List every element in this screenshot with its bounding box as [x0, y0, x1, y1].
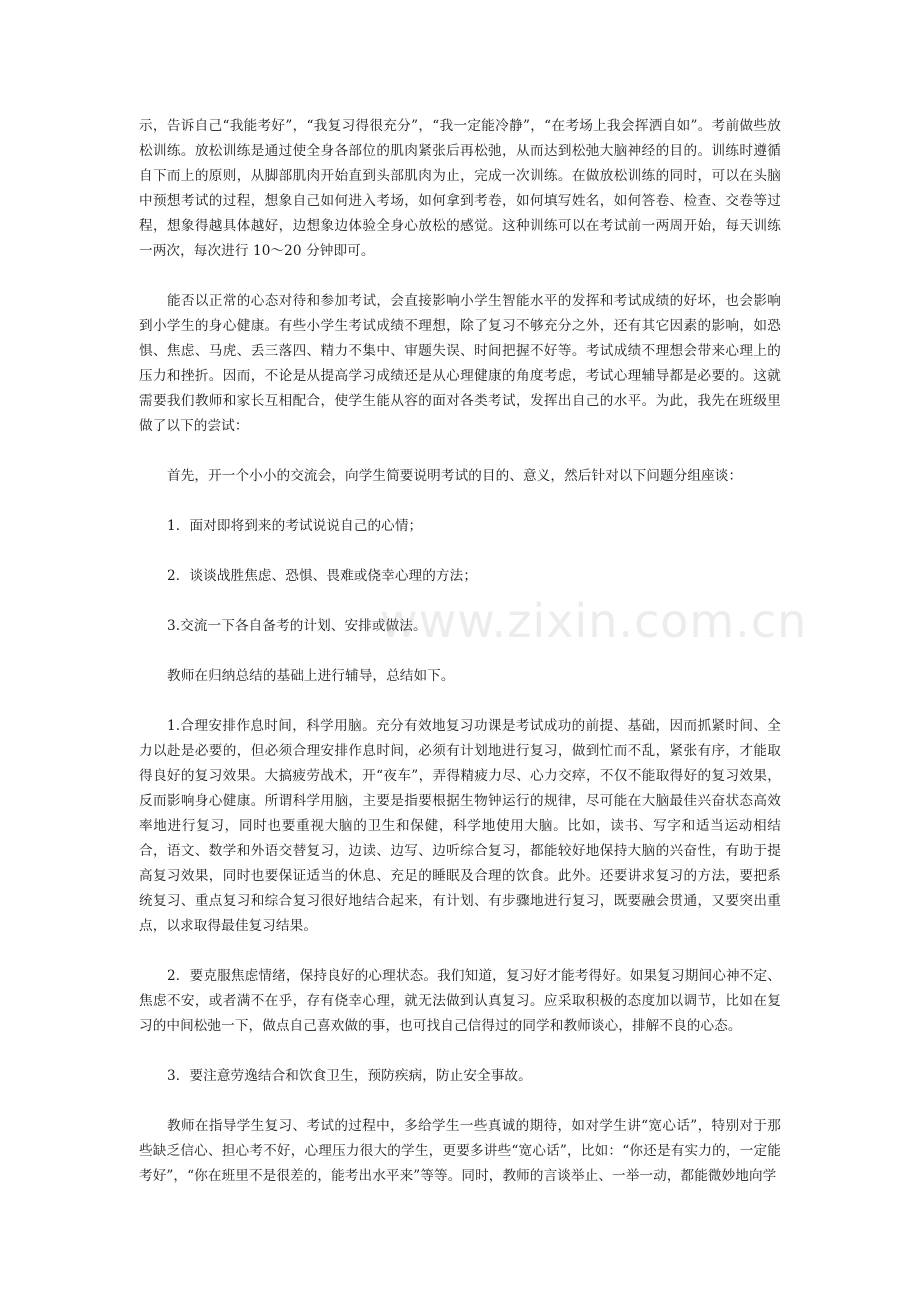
paragraph-discussion-intro: 首先，开一个小小的交流会，向学生简要说明考试的目的、意义，然后针对以下问题分组座谈：: [167, 468, 743, 484]
watermark-text: www.zixin.com.cn: [380, 594, 808, 648]
paragraph-summary-intro: 教师在归纳总结的基础上进行辅导，总结如下。: [167, 668, 455, 684]
paragraph-teacher-guidance: 教师在指导学生复习、考试的过程中，多给学生一些真诚的期待，如对学生讲“宽心话”，特别对于那些缺乏信心、担心考不好，心理压力很大的学生，更要多讲些“宽心话”，比如：“你还是有实力的，一定能考好”，“你在班里不是很差的，能考出水平来”等等。同时，教师的言谈举止、一举一动，都能微妙地向学: [139, 1118, 781, 1184]
paragraph-relaxation-training: 示，告诉自己“我能考好”，“我复习得很充分”，“我一定能冷静”，“在考场上我会挥洒自如”。考前做些放松训练。放松训练是通过使全身各部位的肌肉紧张后再松弛，从而达到松弛大脑神经的目的。训练时遵循自下而上的原则，从脚部肌肉开始直到头部肌肉为止，完成一次训练。在做放松训练的同时，可以在头脑中预想考试的过程，想象自己如何进入考场，如何拿到考卷，如何填写姓名，如何答卷、检查、交卷等过程，想象得越具体越好，边想象边体验全身心放松的感觉。这种训练可以在考试前一两周开始，每天训练一两次，每次进行 10～20 分钟即可。: [139, 118, 781, 259]
list-item-topic-1: 1．面对即将到来的考试说说自己的心情；: [167, 518, 423, 534]
paragraph-exam-mindset: 能否以正常的心态对待和参加考试，会直接影响小学生智能水平的发挥和考试成绩的好坏，也会影响到小学生的身心健康。有些小学生考试成绩不理想，除了复习不够充分之外，还有其它因素的影响，如恐惧、焦虑、马虎、丢三落四、精力不集中、审题失误、时间把握不好等。考试成绩不理想会带来心理上的压力和挫折。因而，不论是从提高学习成绩还是从心理健康的角度考虑，考试心理辅导都是必要的。这就需要我们教师和家长互相配合，使学生能从容的面对各类考试，发挥出自己的水平。为此，我先在班级里做了以下的尝试：: [139, 293, 781, 434]
document-body: [139, 114, 781, 1189]
paragraph-point-2: 2．要克服焦虑情绪，保持良好的心理状态。我们知道，复习好才能考得好。如果复习期间心神不定、焦虑不安，或者满不在乎，存有侥幸心理，就无法做到认真复习。应采取积极的态度加以调节，比如在复习的中间松弛一下，做点自己喜欢做的事，也可找自己信得过的同学和教师谈心，排解不良的心态。: [139, 968, 781, 1034]
paragraph-point-1: 1.合理安排作息时间，科学用脑。充分有效地复习功课是考试成功的前提、基础，因而抓紧时间、全力以赴是必要的，但必须合理安排作息时间，必须有计划地进行复习，做到忙而不乱，紧张有序，才能取得良好的复习效果。大搞疲劳战术，开“夜车”，弄得精疲力尽、心力交瘁，不仅不能取得好的复习效果，反而影响身心健康。所谓科学用脑，主要是指要根据生物钟运行的规律，尽可能在大脑最佳兴奋状态高效率地进行复习，同时也要重视大脑的卫生和保健，科学地使用大脑。比如，读书、写字和适当运动相结合，语文、数学和外语交替复习，边读、边写、边听综合复习，都能较好地保持大脑的兴奋性，有助于提高复习效果，同时也要保证适当的休息、充足的睡眠及合理的饮食。此外。还要讲求复习的方法，要把系统复习、重点复习和综合复习很好地结合起来，有计划、有步骤地进行复习，既要融会贯通，又要突出重点，以求取得最佳复习结果。: [139, 718, 781, 934]
list-item-topic-3: 3.交流一下各自备考的计划、安排或做法。: [167, 618, 427, 634]
list-item-topic-2: 2．谈谈战胜焦虑、恐惧、畏难或侥幸心理的方法；: [167, 568, 478, 584]
paragraph-point-3: 3．要注意劳逸结合和饮食卫生，预防疾病，防止安全事故。: [167, 1068, 532, 1084]
